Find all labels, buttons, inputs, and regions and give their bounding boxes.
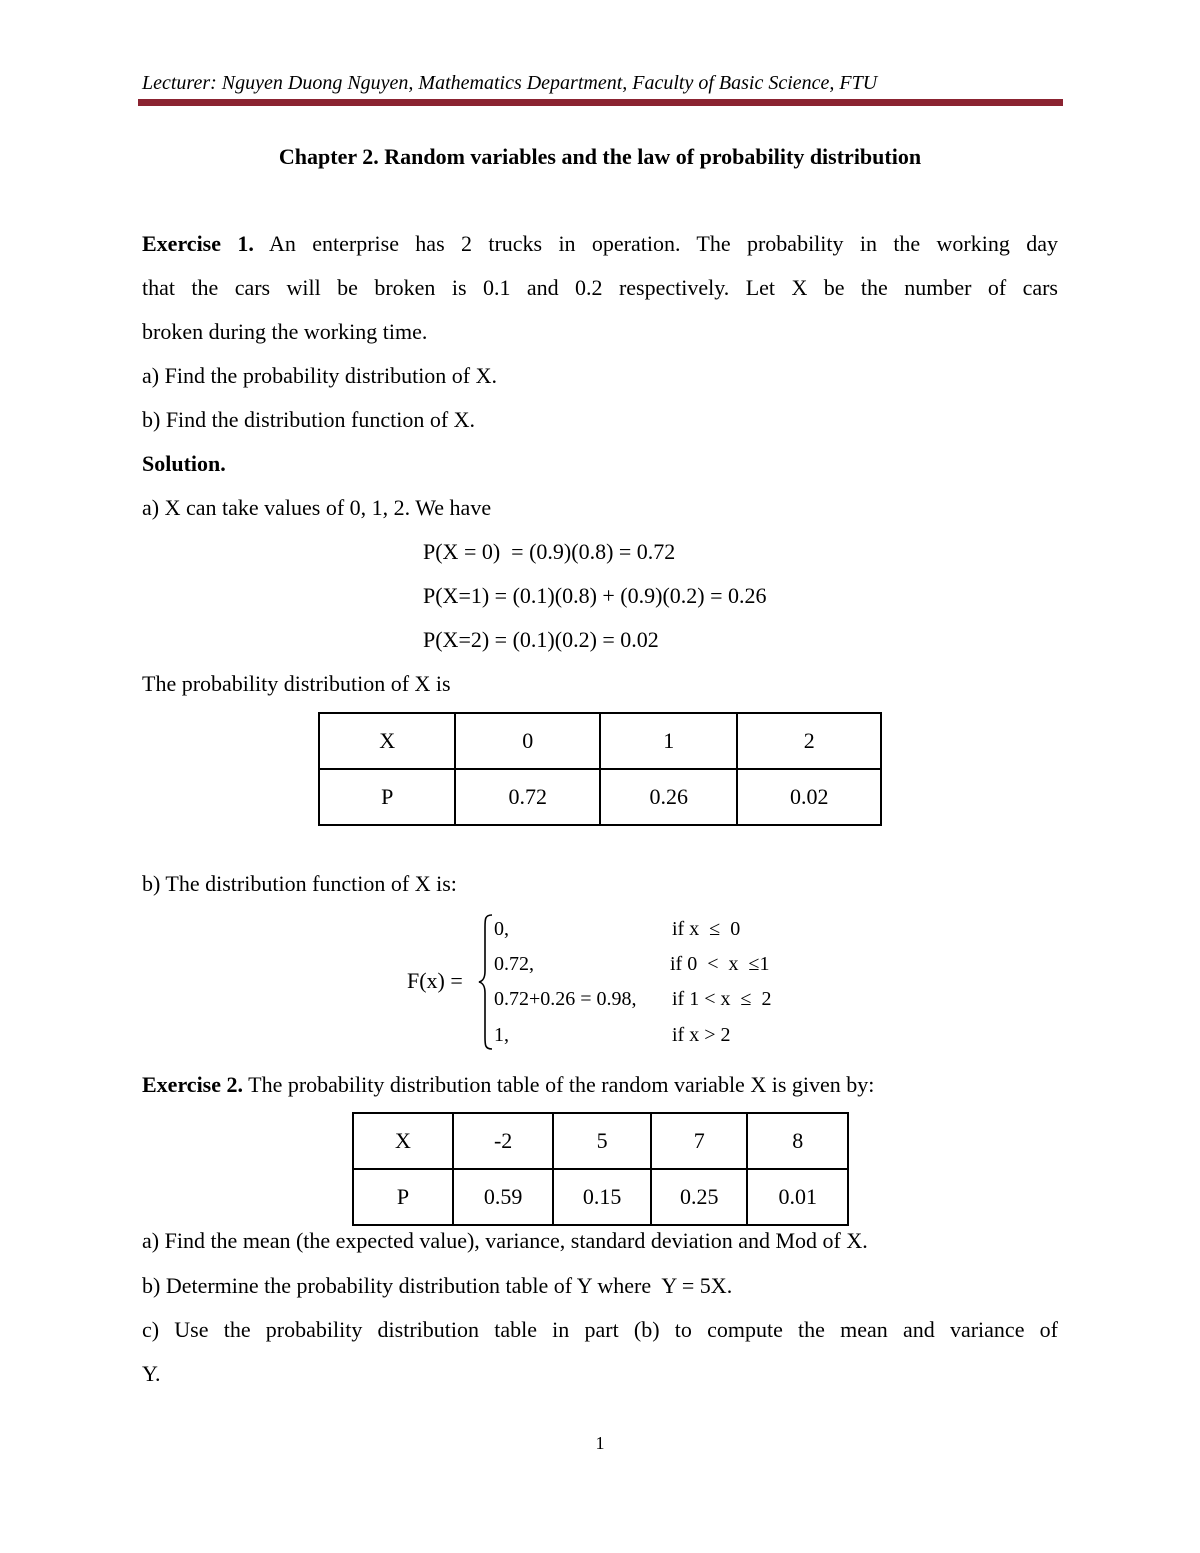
solution-a-intro: a) X can take values of 0, 1, 2. We have <box>142 495 492 520</box>
table-cell: 0.59 <box>453 1169 553 1225</box>
solution-b-intro: b) The distribution function of X is: <box>142 871 457 896</box>
distribution-table-2 <box>352 1112 849 1226</box>
table-cell: 0.02 <box>737 769 881 825</box>
exercise2-part-b-period: . <box>726 1273 733 1298</box>
case-value: 1, <box>494 1024 509 1046</box>
exercise1-label: Exercise 1. <box>142 231 254 256</box>
table-cell: 0.26 <box>600 769 738 825</box>
exercise2-text: The probability distribution table of the random variable X is given by: <box>248 1072 875 1097</box>
chapter-title: Chapter 2. Random variables and the law of probability distribution <box>278 144 922 169</box>
exercise2-part-b-text: b) Determine the probability distribution table of Y where <box>142 1273 652 1298</box>
equation-p2: P(X=2) = (0.1)(0.2) = 0.02 <box>423 627 659 652</box>
exercise2-part-b-formula: Y = 5X <box>661 1273 727 1298</box>
case-value: 0.72+0.26 = 0.98, <box>494 988 637 1010</box>
fx-label: F(x) = <box>407 968 463 993</box>
exercise2-label: Exercise 2. <box>142 1072 244 1097</box>
exercise2-part-c-line2: Y. <box>142 1361 161 1386</box>
case-condition: if 0 < x ≤1 <box>670 953 770 975</box>
table-cell: 0.15 <box>553 1169 651 1225</box>
exercise1-part-a: a) Find the probability distribution of X. <box>142 363 498 388</box>
left-brace <box>478 913 494 1051</box>
table-cell: 7 <box>651 1113 748 1169</box>
table-cell: 0.72 <box>455 769 600 825</box>
case-condition: if x ≤ 0 <box>672 918 741 940</box>
exercise1-text: An enterprise has 2 trucks in operation. The probability in the working day <box>269 231 1058 256</box>
case-condition: if 1 < x ≤ 2 <box>672 988 772 1010</box>
table-cell: 8 <box>747 1113 848 1169</box>
solution-label: Solution. <box>142 451 226 476</box>
exercise2-part-a: a) Find the mean (the expected value), variance, standard deviation and Mod of X. <box>142 1228 868 1253</box>
exercise2-part-c-line1: c) Use the probability distribution table in part (b) to compute the mean and variance of <box>142 1317 1058 1342</box>
table-cell: X <box>319 713 455 769</box>
table-cell: P <box>353 1169 453 1225</box>
exercise1-line2: that the cars will be broken is 0.1 and 0.2 respectively. Let X be the number of cars <box>142 275 1058 300</box>
exercise2-intro <box>142 1072 874 1098</box>
case-value: 0.72, <box>494 953 534 975</box>
table-cell: 1 <box>600 713 738 769</box>
page-number: 1 <box>595 1433 605 1453</box>
exercise1-line1 <box>142 231 1058 257</box>
distribution-table-1 <box>318 712 882 826</box>
table-cell: 0.25 <box>651 1169 748 1225</box>
exercise1-line3: broken during the working time. <box>142 319 428 344</box>
table-cell: P <box>319 769 455 825</box>
exercise1-part-b: b) Find the distribution function of X. <box>142 407 476 432</box>
equation-p1: P(X=1) = (0.1)(0.8) + (0.9)(0.2) = 0.26 <box>423 583 767 608</box>
table-cell: 0.01 <box>747 1169 848 1225</box>
table-cell: 0 <box>455 713 600 769</box>
distribution-intro: The probability distribution of X is <box>142 671 451 696</box>
case-condition: if x > 2 <box>672 1024 731 1046</box>
case-value: 0, <box>494 918 509 940</box>
table-cell: -2 <box>453 1113 553 1169</box>
exercise2-part-b <box>142 1273 732 1299</box>
equation-p0: P(X = 0) = (0.9)(0.8) = 0.72 <box>423 539 676 564</box>
header-text: Lecturer: Nguyen Duong Nguyen, Mathematics Department, Faculty of Basic Science, FTU <box>142 72 878 94</box>
header-rule <box>138 99 1063 106</box>
table-cell: X <box>353 1113 453 1169</box>
table-cell: 5 <box>553 1113 651 1169</box>
table-cell: 2 <box>737 713 881 769</box>
